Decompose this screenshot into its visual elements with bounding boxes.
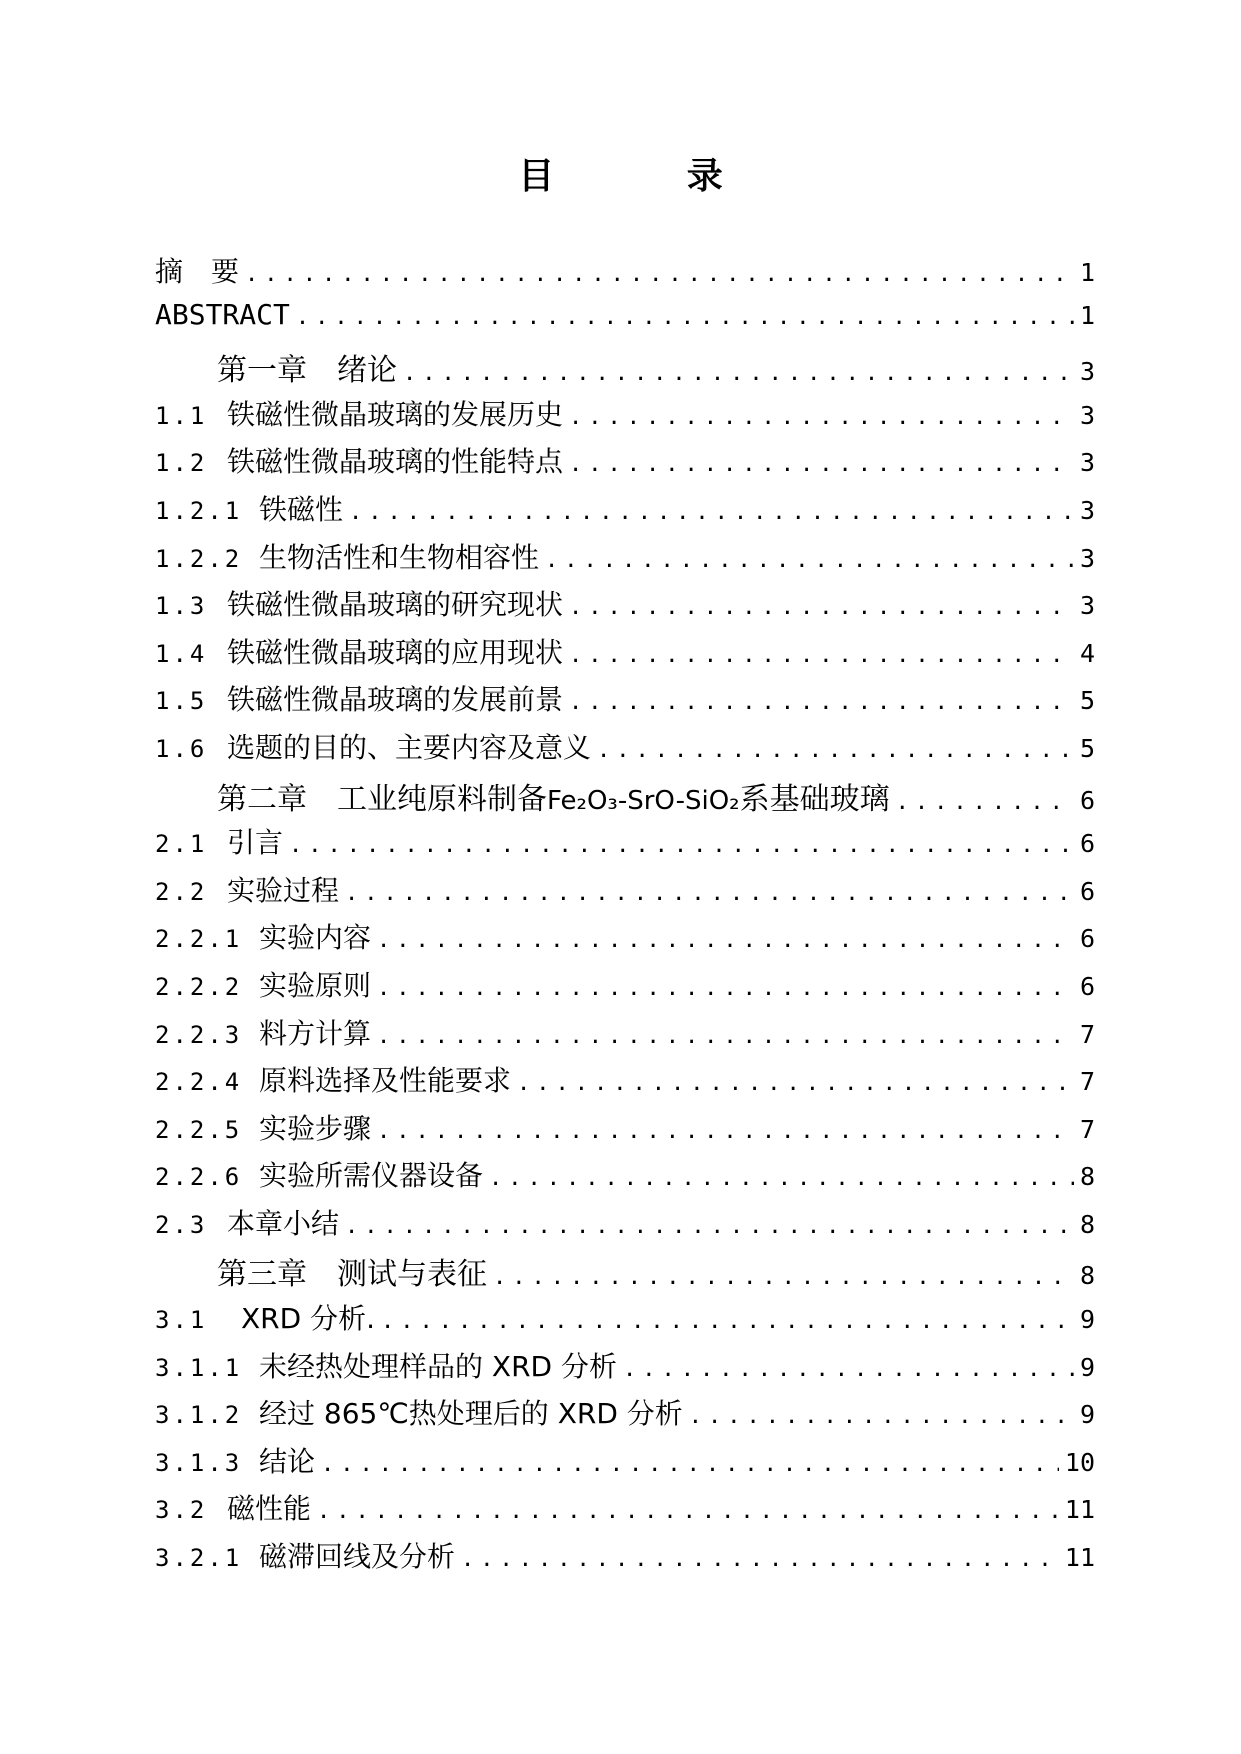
toc-entry-label: 铁磁性微晶玻璃的研究现状 — [227, 588, 564, 622]
toc-entry-label: 铁磁性微晶玻璃的性能特点 — [227, 445, 564, 479]
toc-entry-label: 引言 — [227, 826, 284, 860]
dot-leader — [517, 1071, 1074, 1096]
toc-entry-number: 2.2.6 — [155, 1163, 243, 1192]
toc-entry-label: 铁磁性微晶玻璃的应用现状 — [227, 635, 564, 669]
toc-entry-page: 4 — [1079, 638, 1095, 668]
toc-entry-number: 2.2.3 — [155, 1020, 243, 1049]
dot-leader — [623, 1357, 1074, 1382]
toc-entry-label: 实验步骤 — [259, 1111, 372, 1145]
dot-leader — [569, 452, 1074, 477]
toc-entry-page: 9 — [1079, 1352, 1095, 1382]
dot-leader — [349, 500, 1074, 525]
toc-entry-number: 2.2.4 — [155, 1068, 243, 1097]
toc-entry-page: 1 — [1079, 258, 1095, 287]
toc-entry-number: 2.2.5 — [155, 1115, 243, 1144]
toc-entry-page: 5 — [1079, 733, 1095, 763]
toc-entry-number: 2.1 — [155, 830, 208, 859]
toc-entry-page: 3 — [1079, 591, 1095, 621]
toc-entry-label: 选题的目的、主要内容及意义 — [227, 730, 592, 764]
toc-entry-number: 1.2 — [155, 449, 208, 478]
toc-entry-2-2[interactable] — [155, 869, 1095, 917]
toc-entry-page: 7 — [1079, 1067, 1095, 1097]
toc-entry-1-3[interactable] — [155, 583, 1095, 631]
toc-entry-1-2[interactable] — [155, 440, 1095, 488]
toc-entry-page: 11 — [1064, 1495, 1095, 1525]
toc-entry-page: 7 — [1079, 1019, 1095, 1049]
toc-entry-abstract-cn[interactable] — [155, 250, 1095, 298]
toc-entry-page: 6 — [1079, 924, 1095, 954]
toc-entry-label-suffix: 系基础玻璃 — [739, 781, 890, 817]
toc-entry-3-1[interactable] — [155, 1297, 1095, 1345]
dot-leader — [569, 643, 1074, 668]
toc-entry-1-5[interactable] — [155, 678, 1095, 726]
toc-entry-chapter-3[interactable] — [155, 1249, 1095, 1297]
toc-entry-abstract-en[interactable] — [155, 298, 1095, 346]
toc-entry-page: 3 — [1079, 543, 1095, 573]
toc-entry-1-4[interactable] — [155, 631, 1095, 679]
dot-leader — [403, 361, 1074, 386]
dot-leader — [377, 1119, 1074, 1144]
toc-entry-3-2[interactable] — [155, 1487, 1095, 1535]
dot-leader — [689, 1404, 1074, 1429]
toc-entry-number: 1.5 — [155, 687, 208, 716]
toc-entry-1-6[interactable] — [155, 726, 1095, 774]
toc-entry-page: 11 — [1064, 1543, 1095, 1573]
dot-leader — [569, 405, 1074, 430]
toc-entry-page: 5 — [1079, 686, 1095, 716]
page-title: 目 录 — [518, 156, 783, 197]
toc-entry-number: 1.6 — [155, 734, 208, 763]
toc-entry-3-1-2[interactable] — [155, 1392, 1095, 1440]
toc-entry-number: 3.1.2 — [155, 1401, 243, 1430]
toc-entry-number: 1.2.2 — [155, 544, 243, 573]
toc-entry-label: 铁磁性 — [259, 492, 344, 526]
toc-entry-page: 9 — [1079, 1305, 1095, 1335]
dot-leader — [381, 1309, 1074, 1334]
toc-entry-formula: Fe₂O₃-SrO-SiO₂ — [547, 785, 740, 816]
toc-entry-label: 第三章 测试与表征 — [217, 1257, 487, 1293]
toc-entry-label: 磁性能 — [227, 1492, 312, 1526]
toc-entry-number: 2.2.1 — [155, 925, 243, 954]
toc-entry-number: 1.4 — [155, 639, 208, 668]
toc-entry-label: 本章小结 — [227, 1206, 340, 1240]
toc-entry-3-1-3[interactable] — [155, 1440, 1095, 1488]
toc-entry-label: 原料选择及性能要求 — [259, 1064, 512, 1098]
toc-entry-page: 3 — [1079, 495, 1095, 525]
toc-entry-label: 实验所需仪器设备 — [259, 1159, 484, 1193]
toc-entry-2-1[interactable] — [155, 821, 1095, 869]
dot-leader — [289, 833, 1074, 858]
table-of-contents — [155, 250, 1095, 1583]
toc-entry-label: 实验过程 — [227, 873, 340, 907]
toc-entry-label: 实验原则 — [259, 968, 372, 1002]
toc-entry-page: 6 — [1079, 785, 1095, 815]
toc-entry-label: 铁磁性微晶玻璃的发展前景 — [227, 683, 564, 717]
dot-leader — [461, 1547, 1059, 1572]
toc-entry-3-1-1[interactable] — [155, 1345, 1095, 1393]
toc-entry-2-2-6[interactable] — [155, 1154, 1095, 1202]
toc-entry-number: 1.1 — [155, 401, 208, 430]
toc-entry-label: 铁磁性微晶玻璃的发展历史 — [227, 397, 564, 431]
toc-entry-number: 3.1 — [155, 1306, 208, 1335]
toc-entry-label: 实验内容 — [259, 921, 372, 955]
toc-entry-label: 经过 865℃热处理后的 XRD 分析 — [259, 1397, 683, 1431]
dot-leader — [377, 976, 1074, 1001]
toc-entry-1-2-1[interactable] — [155, 488, 1095, 536]
dot-leader — [317, 1499, 1059, 1524]
dot-leader — [597, 738, 1074, 763]
toc-entry-label: 摘 要 — [155, 255, 240, 288]
dot-leader — [489, 1166, 1074, 1191]
toc-entry-number: 3.1.3 — [155, 1448, 243, 1477]
toc-entry-number: 1.3 — [155, 592, 208, 621]
dot-leader — [569, 595, 1074, 620]
toc-entry-label: 未经热处理样品的 XRD 分析 — [259, 1349, 617, 1383]
toc-entry-2-2-3[interactable] — [155, 1012, 1095, 1060]
toc-entry-chapter-2[interactable] — [155, 774, 1095, 822]
dot-leader — [245, 262, 1074, 287]
toc-entry-number: 3.2 — [155, 1496, 208, 1525]
toc-entry-page: 7 — [1079, 1114, 1095, 1144]
toc-entry-page: 9 — [1079, 1400, 1095, 1430]
dot-leader — [296, 305, 1074, 330]
toc-entry-1-2-2[interactable] — [155, 536, 1095, 584]
dot-leader — [545, 548, 1074, 573]
toc-entry-page: 3 — [1079, 448, 1095, 478]
toc-entry-label: 第二章 工业纯原料制备 — [217, 781, 547, 817]
dot-leader — [321, 1452, 1059, 1477]
dot-leader — [493, 1265, 1074, 1290]
toc-entry-number: 1.2.1 — [155, 496, 243, 525]
toc-entry-1-1[interactable] — [155, 393, 1095, 441]
toc-entry-2-3[interactable] — [155, 1202, 1095, 1250]
dot-leader — [896, 790, 1074, 815]
toc-entry-2-2-5[interactable] — [155, 1107, 1095, 1155]
toc-entry-number: 3.2.1 — [155, 1544, 243, 1573]
toc-entry-number: 2.3 — [155, 1210, 208, 1239]
toc-entry-label: 料方计算 — [259, 1016, 372, 1050]
toc-entry-page: 10 — [1064, 1447, 1095, 1477]
toc-entry-page: 3 — [1079, 400, 1095, 430]
toc-entry-label: ABSTRACT — [155, 297, 290, 331]
toc-entry-page: 8 — [1079, 1209, 1095, 1239]
toc-entry-label: 生物活性和生物相容性 — [259, 540, 540, 574]
dot-leader — [345, 881, 1074, 906]
toc-entry-page: 3 — [1079, 357, 1095, 387]
toc-entry-page: 1 — [1079, 300, 1095, 330]
toc-entry-label: 磁滞回线及分析 — [259, 1540, 456, 1574]
toc-entry-page: 6 — [1079, 971, 1095, 1001]
toc-entry-label: 第一章 绪论 — [217, 353, 397, 389]
toc-entry-label: XRD 分析. — [241, 1302, 375, 1336]
dot-leader — [569, 690, 1074, 715]
toc-entry-3-2-1[interactable] — [155, 1535, 1095, 1583]
dot-leader — [345, 1214, 1074, 1239]
toc-entry-page: 8 — [1079, 1261, 1095, 1291]
dot-leader — [377, 1024, 1074, 1049]
toc-entry-2-2-2[interactable] — [155, 964, 1095, 1012]
dot-leader — [377, 928, 1074, 953]
toc-entry-label: 结论 — [259, 1444, 316, 1478]
toc-entry-number: 2.2.2 — [155, 972, 243, 1001]
toc-entry-chapter-1[interactable] — [155, 345, 1095, 393]
toc-entry-2-2-4[interactable] — [155, 1059, 1095, 1107]
toc-entry-number: 2.2 — [155, 877, 208, 906]
toc-entry-page: 6 — [1079, 829, 1095, 859]
toc-entry-page: 6 — [1079, 876, 1095, 906]
toc-entry-2-2-1[interactable] — [155, 916, 1095, 964]
toc-entry-number: 3.1.1 — [155, 1353, 243, 1382]
toc-entry-page: 8 — [1079, 1162, 1095, 1192]
